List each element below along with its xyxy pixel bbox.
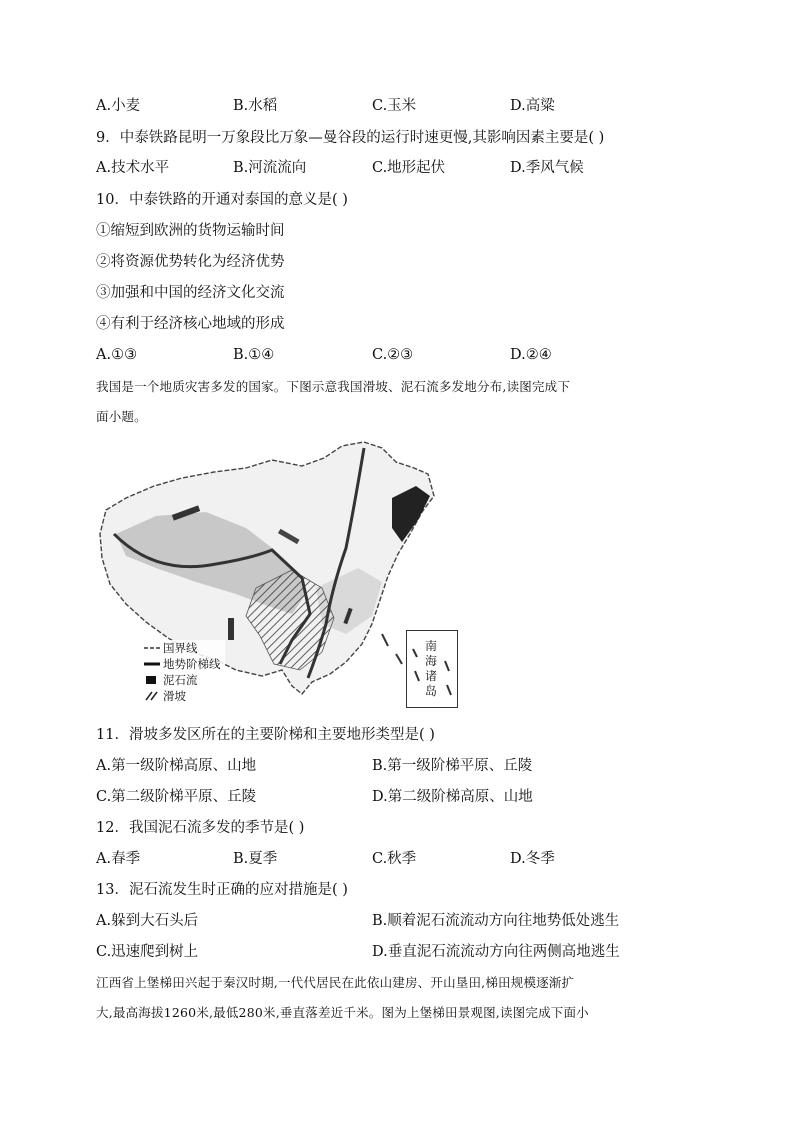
legend-landslide-label: 滑坡 <box>163 689 186 703</box>
legend-debris-flow-label: 泥石流 <box>163 673 198 687</box>
intro-terraces-line1: 江西省上堡梯田兴起于秦汉时期,一代代居民在此依山建房、开山垦田,梯田规模逐渐扩 <box>96 975 575 990</box>
legend-debris-flow <box>144 672 221 688</box>
q8-option-d: D.高粱 <box>510 98 555 114</box>
legend-landslide <box>144 688 221 704</box>
q11-option-a: A.第一级阶梯高原、山地 <box>96 758 257 774</box>
intro-terraces <box>96 968 706 1028</box>
q12-option-c: C.秋季 <box>372 851 417 867</box>
q13-stem: 13．泥石流发生时正确的应对措施是( ) <box>96 882 348 898</box>
q10-item-4: ④有利于经济核心地域的形成 <box>96 316 285 332</box>
q10-item-3: ③加强和中国的经济文化交流 <box>96 285 285 301</box>
q9-option-d: D.季风气候 <box>510 160 584 176</box>
q12-stem: 12．我国泥石流多发的季节是( ) <box>96 820 305 836</box>
inset-label: 南海诸岛 <box>425 639 438 698</box>
q9-stem: 9．中泰铁路昆明一万象段比万象—曼谷段的运行时速更慢,其影响因素主要是( ) <box>96 130 605 146</box>
q11-option-d: D.第二级阶梯高原、山地 <box>372 789 533 805</box>
island-mark <box>396 654 402 664</box>
q13-option-b: B.顺着泥石流流动方向往地势低处逃生 <box>372 913 620 929</box>
intro-geohazard <box>96 372 706 432</box>
debris-flow-mark <box>228 618 234 640</box>
q11-option-b: B.第一级阶梯平原、丘陵 <box>372 758 533 774</box>
q12-option-a: A.春季 <box>96 851 141 867</box>
legend-border <box>144 640 221 656</box>
q10-item-1: ①缩短到欧洲的货物运输时间 <box>96 223 285 239</box>
debris-flow-icon <box>144 675 160 685</box>
q8-option-b: B.水稻 <box>233 98 278 114</box>
q11-option-c: C.第二级阶梯平原、丘陵 <box>96 789 257 805</box>
legend-step-line-label: 地势阶梯线 <box>163 657 221 671</box>
q11-stem: 11．滑坡多发区所在的主要阶梯和主要地形类型是( ) <box>96 727 435 743</box>
intro-terraces-line2: 大,最高海拔1260米,最低280米,垂直落差近千米。图为上堡梯田景观图,读图完成下面小 <box>96 1005 589 1020</box>
q10-item-2: ②将资源优势转化为经济优势 <box>96 254 285 270</box>
q9-option-b: B.河流流向 <box>233 160 307 176</box>
q10-option-a: A.①③ <box>96 347 138 363</box>
q12-option-d: D.冬季 <box>510 851 555 867</box>
map-legend <box>140 640 225 704</box>
landslide-icon <box>144 691 160 701</box>
q13-option-a: A.躲到大石头后 <box>96 913 199 929</box>
intro-geohazard-line1: 我国是一个地质灾害多发的国家。下图示意我国滑坡、泥石流多发地分布,读图完成下 <box>96 379 571 394</box>
q13-option-c: C.迅速爬到树上 <box>96 944 199 960</box>
intro-geohazard-line2: 面小题。 <box>96 409 147 424</box>
q12-option-b: B.夏季 <box>233 851 278 867</box>
q9-option-a: A.技术水平 <box>96 160 170 176</box>
q10-option-b: B.①④ <box>233 347 275 363</box>
q8-option-a: A.小麦 <box>96 98 141 114</box>
q13-option-d: D.垂直泥石流流动方向往两侧高地逃生 <box>372 944 620 960</box>
q8-option-c: C.玉米 <box>372 98 417 114</box>
south-sea-inset <box>406 630 458 708</box>
q10-option-d: D.②④ <box>510 347 552 363</box>
q10-stem: 10．中泰铁路的开通对泰国的意义是( ) <box>96 192 348 208</box>
step-line-icon <box>144 659 160 669</box>
legend-step-line <box>144 656 221 672</box>
legend-border-label: 国界线 <box>163 641 198 655</box>
border-line-icon <box>144 643 160 653</box>
island-mark <box>382 634 388 646</box>
q9-option-c: C.地形起伏 <box>372 160 446 176</box>
q10-option-c: C.②③ <box>372 347 414 363</box>
